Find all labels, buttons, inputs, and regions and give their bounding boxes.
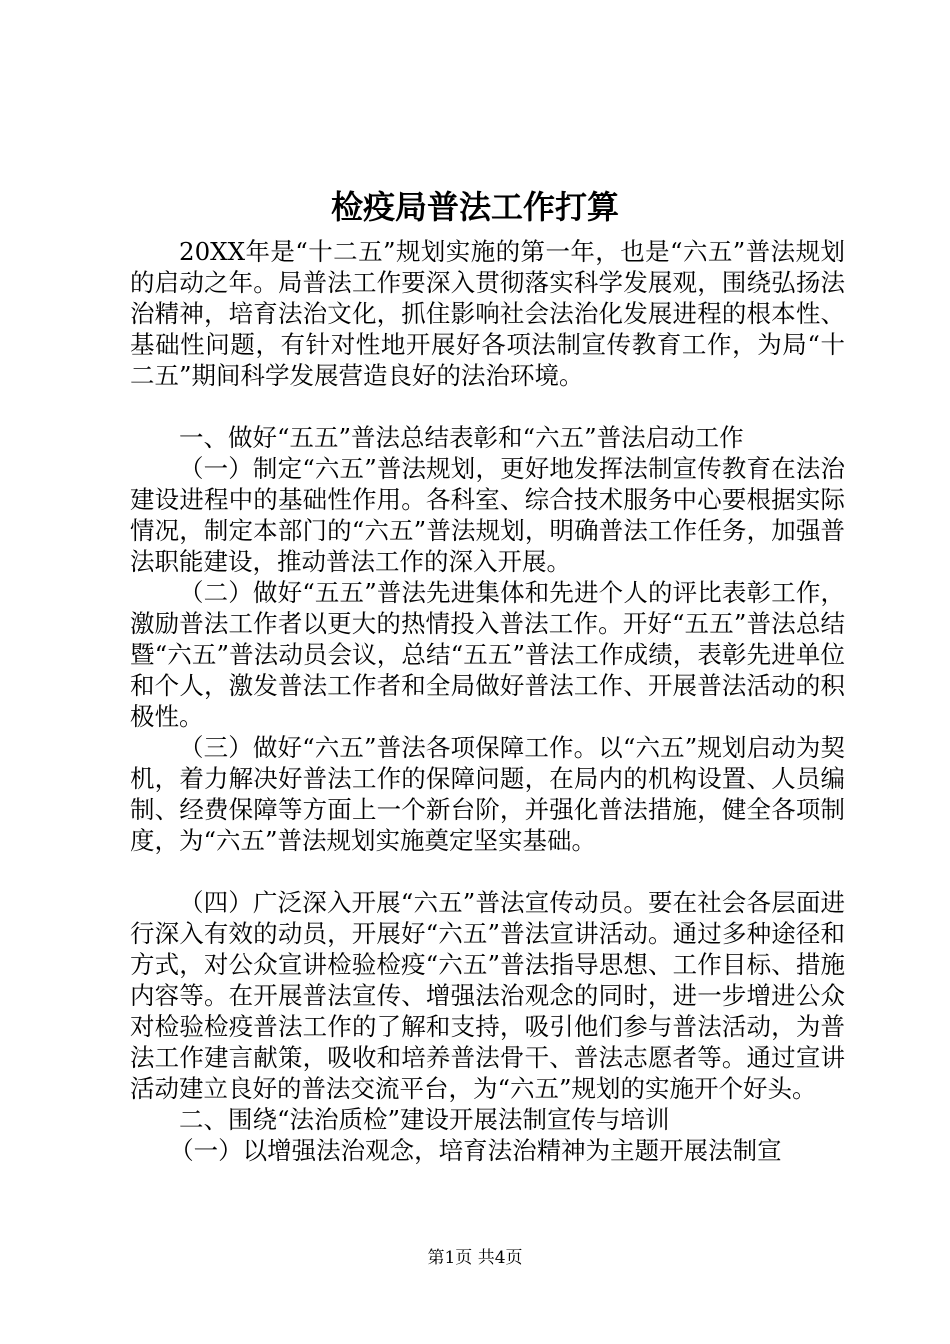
paragraph-1-4: （四）广泛深入开展“六五”普法宣传动员。要在社会各层面进行深入有效的动员，开展好“六五”普法宣讲活动。通过多种途径和方式，对公众宣讲检验检疫“六五”普法指导思想、工作目标、措施内容等。在开展普法宣传、增强法治观念的同时，进一步增进公众对检验检疫普法工作的了解和支持，吸引他们参与普法活动，为普法工作建言献策，吸收和培养普法骨干、普法志愿者等。通过宣讲活动建立良好的普法交流平台，为“六五”规划的实施开个好头。 [130, 888, 845, 1103]
document-body [130, 236, 845, 1166]
page-footer: 第1页 共4页 [427, 1248, 523, 1268]
paragraph-2-1: （一）以增强法治观念，培育法治精神为主题开展法制宣 [169, 1136, 782, 1165]
paragraph-1-2: （二）做好“五五”普法先进集体和先进个人的评比表彰工作，激励普法工作者以更大的热情投入普法工作。开好“五五”普法总结暨“六五”普法动员会议，总结“五五”普法工作成绩，表彰先进单位和个人，激发普法工作者和全局做好普法工作、开展普法活动的积极性。 [130, 578, 845, 731]
document-title: 检疫局普法工作打算 [330, 188, 619, 226]
section-heading-1: 一、做好“五五”普法总结表彰和“六五”普法启动工作 [179, 423, 744, 452]
section-heading-2: 二、围绕“法治质检”建设开展法制宣传与培训 [179, 1105, 670, 1134]
paragraph-1-1: （一）制定“六五”普法规划，更好地发挥法制宣传教育在法治建设进程中的基础性作用。各科室、综合技术服务中心要根据实际情况，制定本部门的“六五”普法规划，明确普法工作任务，加强普法职能建设，推动普法工作的深入开展。 [130, 454, 845, 576]
intro-paragraph: 20XX年是“十二五”规划实施的第一年，也是“六五”普法规划的启动之年。局普法工作要深入贯彻落实科学发展观，围绕弘扬法治精神，培育法治文化，抓住影响社会法治化发展进程的根本性、基础性问题，有针对性地开展好各项法制宣传教育工作，为局“十二五”期间科学发展营造良好的法治环境。 [130, 237, 845, 390]
paragraph-1-3: （三）做好“六五”普法各项保障工作。以“六五”规划启动为契机，着力解决好普法工作的保障问题，在局内的机构设置、人员编制、经费保障等方面上一个新台阶，并强化普法措施，健全各项制度，为“六五”普法规划实施奠定坚实基础。 [130, 733, 845, 855]
